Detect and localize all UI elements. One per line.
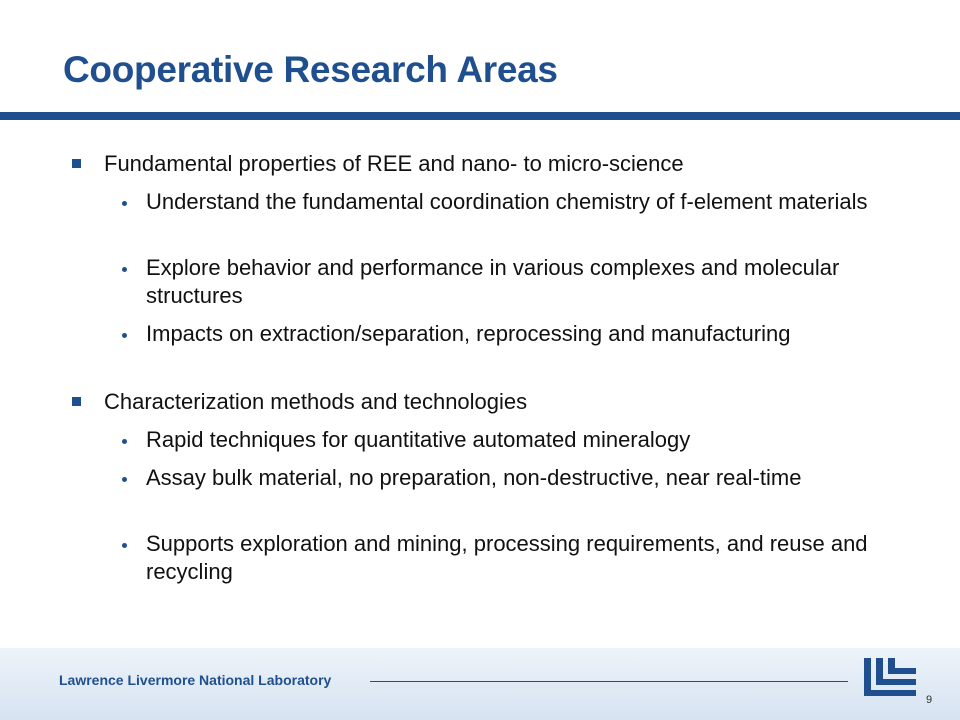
bullet-item — [104, 388, 924, 416]
sub-bullet-text: Rapid techniques for quantitative automated mineralogy — [146, 427, 691, 452]
llnl-logo-icon — [862, 656, 918, 698]
sub-bullet-item — [146, 426, 906, 454]
dot-bullet-icon — [122, 201, 127, 206]
sub-bullet-text: Assay bulk material, no preparation, non-destructive, near real-time — [146, 465, 802, 490]
dot-bullet-icon — [122, 543, 127, 548]
sub-bullet-text: Explore behavior and performance in various complexes and molecular structures — [146, 255, 840, 308]
square-bullet-icon — [72, 397, 81, 406]
sub-bullet-item — [146, 464, 906, 492]
dot-bullet-icon — [122, 333, 127, 338]
sub-bullet-text: Understand the fundamental coordination chemistry of f-element materials — [146, 189, 868, 214]
sub-bullet-item — [146, 320, 906, 348]
page-number: 9 — [926, 694, 933, 706]
slide-footer — [0, 648, 960, 720]
slide-title: Cooperative Research Areas — [63, 49, 558, 90]
bullet-text: Fundamental properties of REE and nano- to micro-science — [104, 151, 684, 176]
sub-bullet-item — [146, 530, 906, 586]
footer-rule — [370, 681, 848, 682]
sub-bullet-item — [146, 188, 906, 216]
organization-name: Lawrence Livermore National Laboratory — [59, 672, 332, 688]
bullet-text: Characterization methods and technologies — [104, 389, 528, 414]
dot-bullet-icon — [122, 267, 127, 272]
square-bullet-icon — [72, 159, 81, 168]
sub-bullet-text: Impacts on extraction/separation, reprocessing and manufacturing — [146, 321, 791, 346]
dot-bullet-icon — [122, 477, 127, 482]
sub-bullet-text: Supports exploration and mining, processing requirements, and reuse and recycling — [146, 531, 868, 584]
title-rule — [0, 112, 960, 120]
dot-bullet-icon — [122, 439, 127, 444]
bullet-item — [104, 150, 924, 178]
sub-bullet-item — [146, 254, 906, 310]
